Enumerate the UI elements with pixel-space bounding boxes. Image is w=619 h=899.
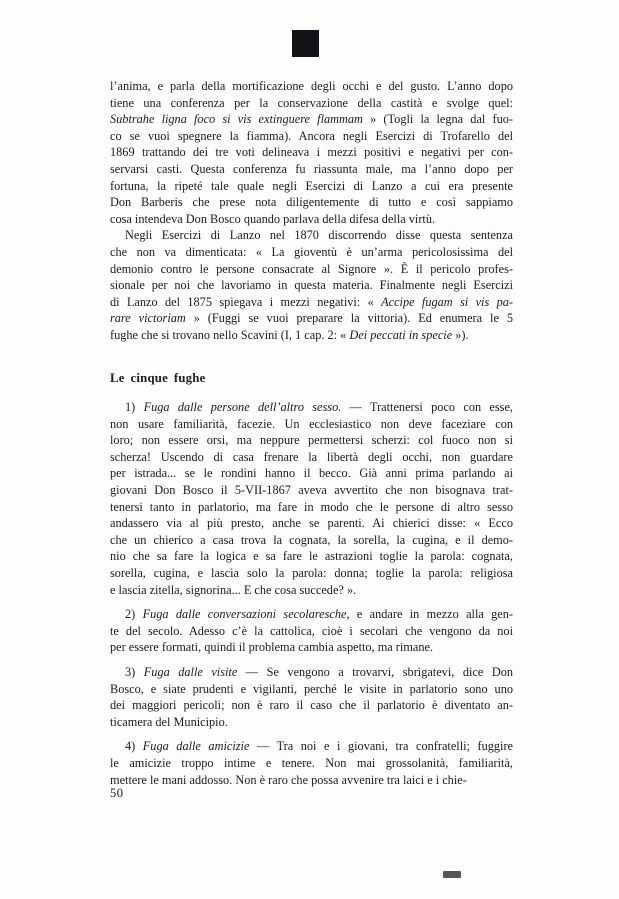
text-line <box>110 261 513 278</box>
text-line <box>110 639 513 656</box>
paragraph <box>110 738 513 788</box>
text-line <box>110 194 513 211</box>
text-run: sionale per noi che lavoriamo in questa materia. Finalmente negli Esercizi <box>110 278 513 293</box>
text-run: Bosco, e siate prudenti e vigilanti, perché le visite in parlatorio sono uno <box>110 681 513 696</box>
italic-text-run: Fuga dalle amicizie <box>142 739 250 754</box>
text-run: loro; non essere orsi, ma neppure permettersi scherzi: col fuoco non si <box>110 433 513 448</box>
text-line <box>110 515 513 532</box>
text-run: di Lanzo del 1875 spiegava i mezzi negativi: « <box>110 294 382 309</box>
text-line <box>110 606 513 623</box>
text-run: tenersi tanto in parlatorio, ma fare in modo che le persone di altro sesso <box>110 499 513 514</box>
text-line <box>110 310 513 327</box>
text-run: — Se vengono a trovarvi, sbrigatevi, dice Don <box>237 665 514 679</box>
scan-artifact-top-box <box>292 30 319 57</box>
page-number: 50 <box>110 786 124 800</box>
text-run: fughe che si trovano nello Scavini (I, 1 cap. 2: « <box>110 327 350 342</box>
text-run: e andare in mezzo alla gen- <box>349 607 513 622</box>
text-run: per essere formati, quindi il problema cambia aspetto, ma rimane. <box>110 640 434 655</box>
text-line <box>110 432 513 449</box>
text-run: che non va dimenticata: « La gioventù è un’arma pericolosissima del <box>110 244 513 259</box>
italic-text-run: Fuga dalle persone dell’altro sesso. <box>143 400 342 415</box>
text-line <box>110 623 513 640</box>
text-run: tiene una conferenza per la conservazione della castità e svolge quel: <box>110 95 513 110</box>
text-run: Negli Esercizi di Lanzo nel 1870 discorrendo disse questa sentenza <box>125 228 513 243</box>
text-run: ticamera del Municipio. <box>110 714 228 729</box>
text-line <box>110 399 513 416</box>
text-run: demonio contro le persone consacrate al Signore ». È il pericolo profes- <box>110 261 513 276</box>
text-run: 1) <box>125 400 144 415</box>
text-line <box>110 416 513 433</box>
text-line <box>110 211 513 228</box>
section-heading: Le cinque fughe <box>110 370 206 385</box>
text-run: cosa intendeva Don Bosco quando parlava della difesa della virtù. <box>110 211 436 226</box>
text-line <box>110 772 513 789</box>
text-run: 1869 trattando dei tre voti delineava i mezzi positivi e negativi per con- <box>110 145 513 160</box>
text-run: le amicizie troppo intime e tenere. Non mai grossolanità, familiarità, <box>110 755 513 770</box>
text-line <box>110 664 513 681</box>
text-line <box>110 681 513 698</box>
text-run: sorella, cugina, e lascia solo la parola: donna; toglie la parola: religiosa <box>110 566 513 581</box>
text-run: andassero via al più presto, anche se parenti. Ai chierici disse: « Ecco <box>110 516 513 531</box>
text-run: 2) <box>125 607 143 622</box>
text-run: Don Barberis che prese nota diligentemente di tutto e così sappiamo <box>110 195 513 210</box>
text-run: non usare familiarità, facezie. Un ecclesiastico non deve faceziare con <box>110 416 513 431</box>
paragraph <box>110 78 513 227</box>
italic-text-run: rare victoriam <box>110 311 186 326</box>
text-line <box>110 738 513 755</box>
italic-text-run: Accipe fugam si vis pa- <box>381 294 513 309</box>
text-line <box>110 294 513 311</box>
text-line <box>110 582 513 599</box>
text-line <box>110 327 513 344</box>
italic-text-run: Subtrahe ligna foco si vis extinguere flammam <box>110 112 363 127</box>
text-run: — Trattenersi poco con esse, <box>341 400 513 415</box>
text-line <box>110 128 513 145</box>
text-line <box>110 482 513 499</box>
text-run: 4) <box>125 739 143 754</box>
text-run: che un chierico a casa trova la cognata, la sorella, la cugina, e il demo- <box>110 532 513 547</box>
scan-artifact-bottom-mark <box>443 871 461 878</box>
text-run: mettere le mani addosso. Non è raro che possa avvenire tra laici e i chie- <box>110 772 467 787</box>
italic-text-run: Fuga dalle visite <box>143 665 238 679</box>
text-line <box>110 714 513 731</box>
text-run: servarsi casti. Questa conferenza fu riassunta male, ma l’anno dopo per <box>110 161 513 176</box>
text-block <box>110 78 513 788</box>
text-line <box>110 532 513 549</box>
italic-text-run: Dei peccati in specie <box>349 327 453 342</box>
text-line <box>110 449 513 466</box>
paragraph <box>110 606 513 656</box>
text-run: e lascia zitella, signorina... E che cosa succede? ». <box>110 582 357 597</box>
text-line <box>110 111 513 128</box>
text-line <box>110 548 513 565</box>
paragraph <box>110 664 513 730</box>
text-line <box>110 465 513 482</box>
text-line <box>110 755 513 772</box>
text-run: dei maggiori pericoli; non è raro il caso che il parlatorio è diventato an- <box>110 698 513 713</box>
paragraph <box>110 227 513 343</box>
text-line <box>110 78 513 95</box>
text-run: co se vuoi spegnere la fiamma). Ancora negli Esercizi di Trofarello del <box>110 128 513 143</box>
text-run: l’anima, e parla della mortificazione degli occhi e del gusto. L’anno dopo <box>110 79 513 93</box>
text-line <box>110 565 513 582</box>
text-line <box>110 95 513 112</box>
text-run: » (Fuggi se vuoi preparare la vittoria). Ed enumera le 5 <box>185 311 513 326</box>
text-line <box>110 277 513 294</box>
text-line <box>110 144 513 161</box>
text-run: per istrada... se le rondini hanno il becco. Già anni prima parlando ai <box>110 466 513 481</box>
text-run: 3) <box>125 665 144 679</box>
text-line <box>110 161 513 178</box>
text-run: fortuna, la ripeté tale quale negli Esercizi di Lanzo a cui era presente <box>110 178 513 193</box>
text-run: giovani Don Bosco il 5-VII-1867 aveva avvertito che non bisognava trat- <box>110 483 513 498</box>
text-line <box>110 178 513 195</box>
text-run: te del secolo. Adesso c’è la cattolica, cioè i secolari che vengono da noi <box>110 623 513 638</box>
text-line <box>110 499 513 516</box>
text-run: scherza! Uscendo di casa frenare la libertà degli occhi, non guardare <box>110 449 513 464</box>
text-run: » (Togli la legna dal fuo- <box>362 112 513 127</box>
text-run: »). <box>452 327 469 342</box>
text-line <box>110 227 513 244</box>
paragraph <box>110 399 513 598</box>
text-run: nio che sa fare la logica e sa fare le astrazioni toglie la parola: cognata, <box>110 549 513 564</box>
text-line <box>110 244 513 261</box>
text-run: — Tra noi e i giovani, tra confratelli; fuggire <box>249 739 513 754</box>
text-line <box>110 697 513 714</box>
italic-text-run: Fuga dalle conversazioni secolaresche, <box>142 607 350 622</box>
